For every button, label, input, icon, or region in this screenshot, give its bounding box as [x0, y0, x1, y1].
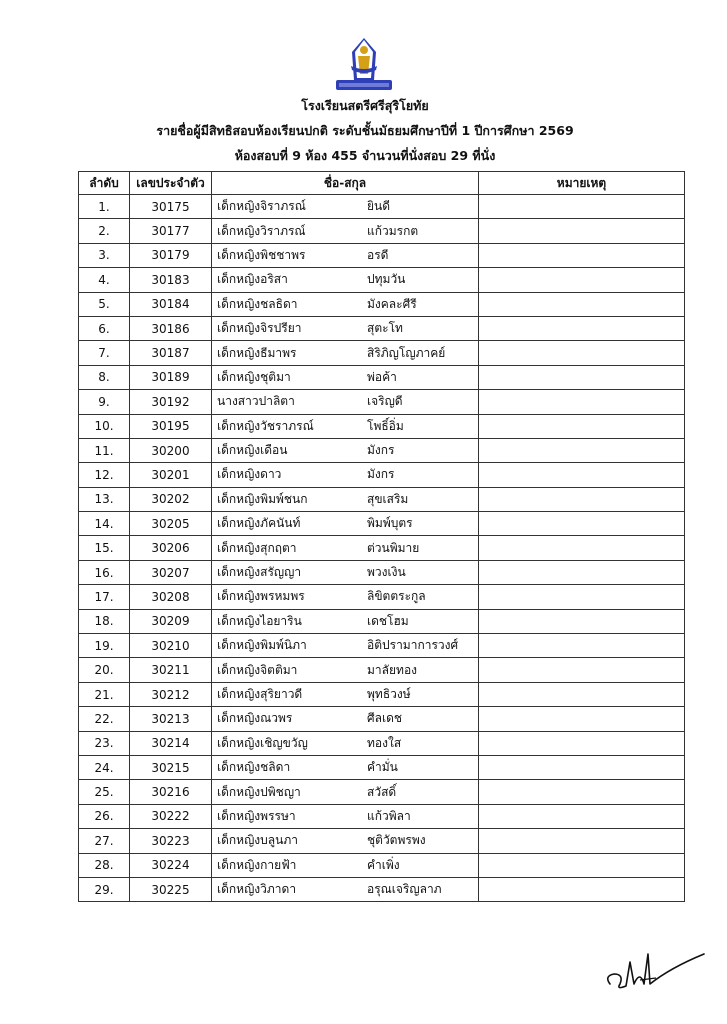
student-id: 30175 [130, 195, 212, 219]
remark-cell [479, 268, 685, 292]
row-number: 29. [79, 877, 130, 901]
student-first-name: เด็กหญิงไอยาริน [217, 613, 302, 628]
student-first-name: เด็กหญิงชลธิดา [217, 296, 298, 311]
remark-cell [479, 341, 685, 365]
remark-cell [479, 877, 685, 901]
table-row [79, 463, 685, 487]
remark-cell [479, 731, 685, 755]
student-id: 30210 [130, 634, 212, 658]
student-id: 30179 [130, 243, 212, 267]
student-first-name: เด็กหญิงธีมาพร [217, 345, 297, 360]
student-last-name: พุทธิวงษ์ [367, 687, 411, 701]
student-first-name: เด็กหญิงเชิญขวัญ [217, 735, 308, 750]
remark-cell [479, 292, 685, 316]
table-row [79, 658, 685, 682]
student-first-name: เด็กหญิงวิภาดา [217, 882, 297, 897]
student-id: 30207 [130, 560, 212, 584]
header-name: ชื่อ-สกุล [212, 172, 479, 195]
student-last-name: สวัสดิ์ [367, 784, 397, 799]
table-row [79, 731, 685, 755]
student-last-name: แก้วพิลา [367, 808, 411, 823]
remark-cell [479, 658, 685, 682]
student-name-cell [212, 634, 479, 658]
student-name-cell [212, 487, 479, 511]
student-last-name: มาลัยทอง [367, 662, 418, 677]
student-first-name: เด็กหญิงปพิชญา [217, 784, 301, 799]
student-id: 30216 [130, 780, 212, 804]
student-id: 30224 [130, 853, 212, 877]
student-first-name: เด็กหญิงวัชราภรณ์ [217, 418, 314, 433]
student-name-cell [212, 438, 479, 462]
table-row [79, 804, 685, 828]
table-row [79, 243, 685, 267]
remark-cell [479, 634, 685, 658]
table-row [79, 414, 685, 438]
student-id: 30187 [130, 341, 212, 365]
row-number: 20. [79, 658, 130, 682]
student-last-name: ทองใส [367, 735, 402, 750]
student-id: 30205 [130, 512, 212, 536]
remark-cell [479, 585, 685, 609]
student-name-cell [212, 755, 479, 779]
candidate-table [78, 171, 685, 902]
row-number: 26. [79, 804, 130, 828]
table-row [79, 585, 685, 609]
row-number: 13. [79, 487, 130, 511]
student-first-name: เด็กหญิงพิมพ์นิภา [217, 638, 307, 653]
student-id: 30225 [130, 877, 212, 901]
remark-cell [479, 780, 685, 804]
student-id: 30211 [130, 658, 212, 682]
row-number: 9. [79, 390, 130, 414]
student-last-name: อรุณเจริญลาภ [367, 882, 442, 897]
student-id: 30209 [130, 609, 212, 633]
student-last-name: พิมพ์บุตร [367, 516, 413, 531]
student-first-name: นางสาวปาลิตา [217, 394, 295, 409]
row-number: 22. [79, 707, 130, 731]
remark-cell [479, 853, 685, 877]
student-last-name: สุตะโท [367, 321, 403, 336]
table-row [79, 755, 685, 779]
student-last-name: สิริภิญโญภาคย์ [367, 345, 446, 360]
student-last-name: ศีลเดช [367, 711, 403, 726]
header-remark: หมายเหตุ [479, 172, 685, 195]
table-row [79, 438, 685, 462]
student-last-name: อิติปรามาการวงศ์ [367, 638, 459, 653]
row-number: 17. [79, 585, 130, 609]
row-number: 12. [79, 463, 130, 487]
student-last-name: แก้วมรกต [367, 223, 419, 238]
document-subtitle: ห้องสอบที่ 9 ห้อง 455 จำนวนที่นั่งสอบ 29 ที่นั่ง [234, 148, 496, 163]
student-name-cell [212, 195, 479, 219]
header-id: เลขประจำตัว [130, 172, 212, 195]
student-id: 30200 [130, 438, 212, 462]
student-first-name: เด็กหญิงจิตติมา [217, 662, 298, 677]
remark-cell [479, 804, 685, 828]
row-number: 5. [79, 292, 130, 316]
student-id: 30208 [130, 585, 212, 609]
student-last-name: คำเพิ่ง [367, 857, 400, 872]
table-row [79, 365, 685, 389]
row-number: 21. [79, 682, 130, 706]
student-name-cell [212, 658, 479, 682]
student-last-name: มังกร [367, 467, 395, 482]
table-row [79, 219, 685, 243]
student-id: 30189 [130, 365, 212, 389]
student-name-cell [212, 414, 479, 438]
handwritten-signature-icon [600, 940, 710, 995]
student-id: 30177 [130, 219, 212, 243]
remark-cell [479, 195, 685, 219]
table-row [79, 512, 685, 536]
student-first-name: เด็กหญิงชุติมา [217, 369, 291, 384]
student-id: 30192 [130, 390, 212, 414]
student-name-cell [212, 512, 479, 536]
student-first-name: เด็กหญิงพิชชาพร [217, 247, 306, 262]
remark-cell [479, 487, 685, 511]
row-number: 10. [79, 414, 130, 438]
student-id: 30222 [130, 804, 212, 828]
student-name-cell [212, 780, 479, 804]
student-last-name: ปทุมวัน [367, 272, 406, 287]
table-row [79, 780, 685, 804]
student-name-cell [212, 707, 479, 731]
student-name-cell [212, 877, 479, 901]
student-name-cell [212, 853, 479, 877]
row-number: 14. [79, 512, 130, 536]
table-header-row [79, 172, 685, 195]
table-row [79, 292, 685, 316]
student-last-name: มังกร [367, 443, 395, 458]
student-name-cell [212, 292, 479, 316]
student-first-name: เด็กหญิงอริสา [217, 272, 288, 287]
remark-cell [479, 243, 685, 267]
table-row [79, 707, 685, 731]
row-number: 15. [79, 536, 130, 560]
student-last-name: โพธิ์อิ่ม [367, 418, 404, 433]
remark-cell [479, 438, 685, 462]
student-last-name: คำมั่น [367, 760, 398, 775]
remark-cell [479, 219, 685, 243]
student-last-name: ชุติวัตพรพง [367, 833, 426, 848]
table-row [79, 682, 685, 706]
table-row [79, 560, 685, 584]
table-row [79, 853, 685, 877]
table-row [79, 316, 685, 340]
student-id: 30195 [130, 414, 212, 438]
student-last-name: ยินดี [367, 199, 391, 214]
student-name-cell [212, 682, 479, 706]
row-number: 2. [79, 219, 130, 243]
student-name-cell [212, 829, 479, 853]
student-last-name: ลิขิตตระกูล [367, 589, 426, 604]
student-name-cell [212, 463, 479, 487]
student-name-cell [212, 390, 479, 414]
row-number: 18. [79, 609, 130, 633]
student-first-name: เด็กหญิงพรรษา [217, 808, 296, 823]
header-no: ลำดับ [79, 172, 130, 195]
row-number: 7. [79, 341, 130, 365]
student-id: 30202 [130, 487, 212, 511]
remark-cell [479, 390, 685, 414]
remark-cell [479, 829, 685, 853]
student-name-cell [212, 341, 479, 365]
remark-cell [479, 707, 685, 731]
table-row [79, 390, 685, 414]
student-last-name: เจริญดี [367, 394, 403, 409]
row-number: 3. [79, 243, 130, 267]
row-number: 1. [79, 195, 130, 219]
student-last-name: เดชโฮม [367, 613, 409, 628]
student-name-cell [212, 609, 479, 633]
student-last-name: ต่วนพิมาย [367, 540, 420, 555]
student-name-cell [212, 560, 479, 584]
signature [600, 940, 710, 995]
student-id: 30212 [130, 682, 212, 706]
table-row [79, 829, 685, 853]
table-row [79, 341, 685, 365]
row-number: 6. [79, 316, 130, 340]
student-name-cell [212, 243, 479, 267]
student-first-name: เด็กหญิงจิราภรณ์ [217, 199, 306, 214]
remark-cell [479, 755, 685, 779]
remark-cell [479, 560, 685, 584]
table-row [79, 268, 685, 292]
student-name-cell [212, 316, 479, 340]
student-first-name: เด็กหญิงวิราภรณ์ [217, 223, 306, 238]
student-id: 30213 [130, 707, 212, 731]
student-id: 30184 [130, 292, 212, 316]
student-last-name: มังคละศีรี [367, 296, 417, 311]
student-last-name: พ่อค้า [367, 369, 397, 384]
student-id: 30214 [130, 731, 212, 755]
student-first-name: เด็กหญิงดาว [217, 467, 282, 482]
student-id: 30183 [130, 268, 212, 292]
student-name-cell [212, 731, 479, 755]
remark-cell [479, 316, 685, 340]
student-last-name: พวงเงิน [367, 565, 406, 580]
remark-cell [479, 365, 685, 389]
remark-cell [479, 536, 685, 560]
student-id: 30201 [130, 463, 212, 487]
remark-cell [479, 609, 685, 633]
table-row [79, 536, 685, 560]
student-name-cell [212, 268, 479, 292]
row-number: 8. [79, 365, 130, 389]
table-row [79, 195, 685, 219]
table-row [79, 877, 685, 901]
student-last-name: อรดี [367, 247, 389, 262]
student-first-name: เด็กหญิงภัคนันท์ [217, 516, 301, 531]
student-name-cell [212, 536, 479, 560]
student-first-name: เด็กหญิงสุริยาวดี [217, 687, 303, 701]
student-id: 30215 [130, 755, 212, 779]
student-name-cell [212, 219, 479, 243]
row-number: 11. [79, 438, 130, 462]
row-number: 28. [79, 853, 130, 877]
school-emblem-icon [329, 36, 399, 94]
row-number: 4. [79, 268, 130, 292]
student-name-cell [212, 804, 479, 828]
remark-cell [479, 682, 685, 706]
row-number: 27. [79, 829, 130, 853]
table-row [79, 609, 685, 633]
student-first-name: เด็กหญิงจิรปรียา [217, 321, 302, 336]
document-title: รายชื่อผู้มีสิทธิสอบห้องเรียนปกติ ระดับชั้นมัธยมศึกษาปีที่ 1 ปีการศึกษา 2569 [156, 123, 574, 138]
school-name: โรงเรียนสตรีศรีสุริโยทัย [301, 98, 429, 113]
student-id: 30223 [130, 829, 212, 853]
student-first-name: เด็กหญิงบลูนภา [217, 833, 298, 848]
student-id: 30206 [130, 536, 212, 560]
table-row [79, 487, 685, 511]
row-number: 19. [79, 634, 130, 658]
student-last-name: สุขเสริม [367, 491, 409, 506]
school-emblem [329, 36, 399, 94]
student-first-name: เด็กหญิงพรหมพร [217, 589, 305, 604]
student-first-name: เด็กหญิงสุกฤตา [217, 540, 297, 555]
remark-cell [479, 414, 685, 438]
student-first-name: เด็กหญิงชลิดา [217, 760, 291, 775]
student-id: 30186 [130, 316, 212, 340]
student-first-name: เด็กหญิงสรัญญา [217, 565, 302, 580]
table-row [79, 634, 685, 658]
row-number: 24. [79, 755, 130, 779]
student-first-name: เด็กหญิงพิมพ์ชนก [217, 491, 308, 506]
remark-cell [479, 463, 685, 487]
student-name-cell [212, 365, 479, 389]
row-number: 23. [79, 731, 130, 755]
student-name-cell [212, 585, 479, 609]
student-first-name: เด็กหญิงณวพร [217, 711, 293, 726]
student-first-name: เด็กหญิงเดือน [217, 443, 288, 458]
row-number: 25. [79, 780, 130, 804]
row-number: 16. [79, 560, 130, 584]
student-first-name: เด็กหญิงกายฟ้า [217, 857, 297, 872]
remark-cell [479, 512, 685, 536]
